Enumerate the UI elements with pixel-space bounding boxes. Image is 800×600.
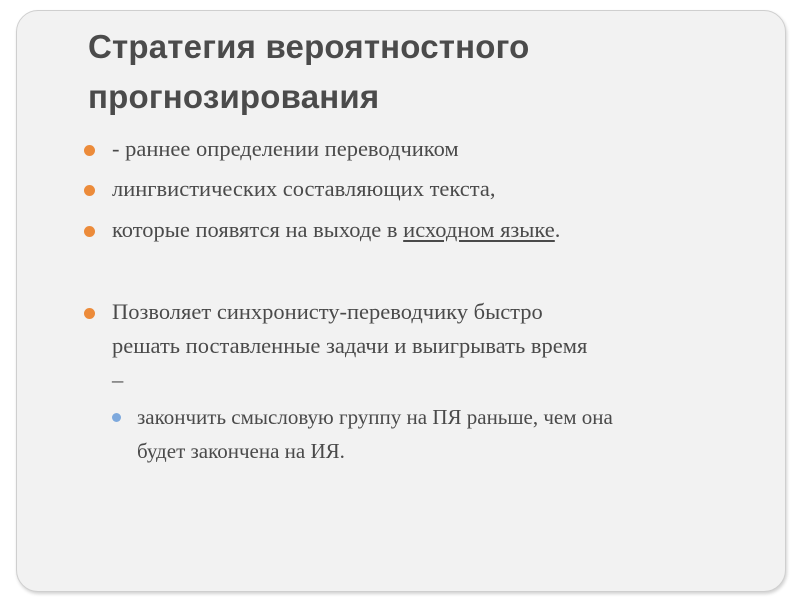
- sub-bullet-text-line: закончить смысловую группу на ПЯ раньше, чем она: [137, 405, 613, 429]
- bullet-dot-icon: [84, 185, 95, 196]
- slide-title-line-1: Стратегия вероятностного: [88, 28, 530, 65]
- bullet-text: лингвистических составляющих текста,: [112, 176, 496, 201]
- bullet-text-line: решать поставленные задачи и выигрывать время: [112, 333, 588, 358]
- sub-bullet-text-line: будет закончена на ИЯ.: [137, 439, 345, 463]
- slide-title-line-2: прогнозирования: [88, 78, 380, 115]
- sub-bullet-item: [137, 400, 767, 468]
- bullet-text-line: –: [112, 367, 124, 392]
- bullet-text-part: которые появятся на выходе в: [112, 217, 404, 242]
- bullet-text-line: Позволяет синхронисту-переводчику быстро: [112, 299, 543, 324]
- bullet-dot-icon: [84, 308, 95, 319]
- bullet-text: [112, 213, 752, 247]
- bullet-item: [112, 132, 732, 166]
- bullet-dot-icon: [84, 226, 95, 237]
- bullet-dot-icon: [84, 145, 95, 156]
- bullet-text: - раннее определении переводчиком: [112, 136, 459, 161]
- underlined-term: исходном языке: [403, 217, 555, 242]
- bullet-text-part: .: [554, 217, 561, 242]
- bullet-item: [112, 213, 752, 247]
- sub-bullet-dot-icon: [112, 413, 121, 422]
- bullet-item: [112, 172, 732, 206]
- bullet-item: [112, 295, 762, 397]
